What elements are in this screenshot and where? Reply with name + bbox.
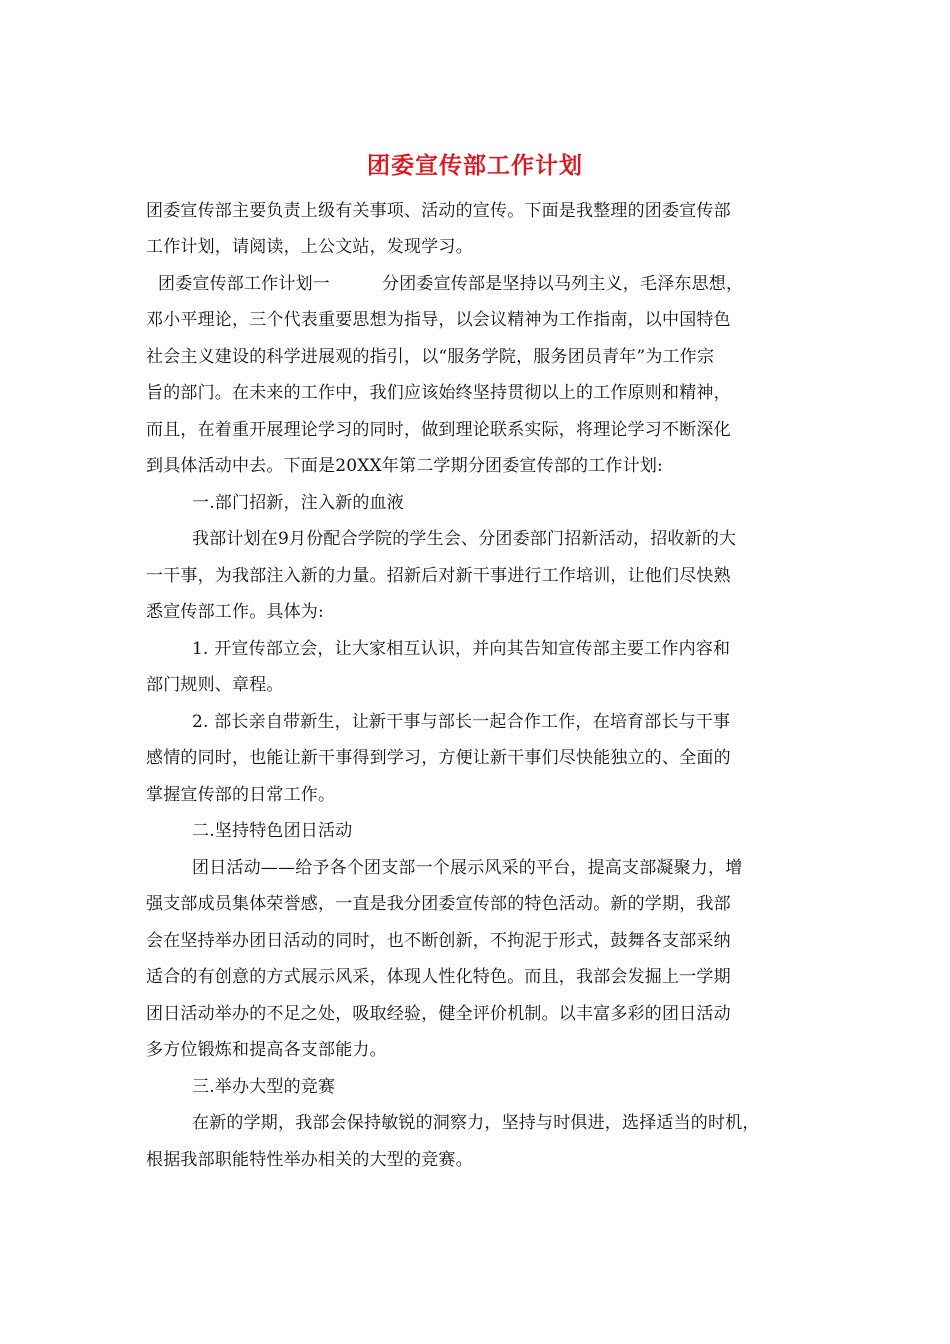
paragraph-line: 团日活动举办的不足之处，吸取经验，健全评价机制。以丰富多彩的团日活动 [146, 1004, 731, 1024]
section-heading: 一.部门招新，注入新的血液 [192, 493, 405, 513]
paragraph-line: 强支部成员集体荣誉感，一直是我分团委宣传部的特色活动。新的学期，我部 [146, 894, 731, 914]
paragraph-line: 在新的学期，我部会保持敏锐的洞察力，坚持与时俱进，选择适当的时机， [192, 1113, 760, 1133]
list-item-line: 部门规则、章程。 [146, 675, 284, 695]
paragraph-line: 社会主义建设的科学进展观的指引，以“服务学院，服务团员青年”为工作宗 [146, 347, 715, 367]
paragraph-line: 团委宣传部主要负责上级有关事项、活动的宣传。下面是我整理的团委宣传部 [146, 201, 731, 221]
section-heading-line [158, 266, 838, 302]
paragraph-text: 分团委宣传部是坚持以马列主义，毛泽东思想， [382, 274, 744, 294]
list-item-line: 1. 开宣传部立会，让大家相互认识，并向其告知宣传部主要工作内容和 [192, 639, 731, 659]
document-title: 团委宣传部工作计划 [367, 152, 583, 179]
paragraph-line: 悉宣传部工作。具体为: [146, 602, 324, 622]
paragraph-line: 会在坚持举办团日活动的同时，也不断创新，不拘泥于形式，鼓舞各支部采纳 [146, 931, 731, 951]
paragraph-line: 我部计划在9月份配合学院的学生会、分团委部门招新活动，招收新的大 [192, 529, 737, 549]
paragraph-line: 团日活动——给予各个团支部一个展示风采的平台，提高支部凝聚力，增 [192, 858, 743, 878]
list-item-line: 掌握宣传部的日常工作。 [146, 785, 336, 805]
section-heading: 二.坚持特色团日活动 [192, 821, 353, 841]
list-item-line: 感情的同时，也能让新干事得到学习，方便让新干事们尽快能独立的、全面的 [146, 748, 731, 768]
list-item-line: 2. 部长亲自带新生，让新干事与部长一起合作工作，在培育部长与干事 [192, 712, 731, 732]
paragraph-line: 而且，在着重开展理论学习的同时，做到理论联系实际，将理论学习不断深化 [146, 420, 731, 440]
section-heading: 三.举办大型的竞赛 [192, 1077, 336, 1097]
paragraph-line: 旨的部门。在未来的工作中，我们应该始终坚持贯彻以上的工作原则和精神， [146, 383, 731, 403]
paragraph-line: 根据我部职能特性举办相关的大型的竞赛。 [146, 1150, 473, 1170]
paragraph-line: 一干事，为我部注入新的力量。招新后对新干事进行工作培训，让他们尽快熟 [146, 566, 731, 586]
paragraph-line: 多方位锻炼和提高各支部能力。 [146, 1040, 387, 1060]
paragraph-line: 邓小平理论，三个代表重要思想为指导，以会议精神为工作指南，以中国特色 [146, 310, 731, 330]
paragraph-line: 适合的有创意的方式展示风采，体现人性化特色。而且，我部会发掘上一学期 [146, 967, 731, 987]
paragraph-line: 到具体活动中去。下面是20XX年第二学期分团委宣传部的工作计划: [146, 456, 663, 476]
paragraph-line: 工作计划，请阅读，上公文站，发现学习。 [146, 237, 473, 257]
plan-heading: 团委宣传部工作计划一 [158, 274, 330, 294]
